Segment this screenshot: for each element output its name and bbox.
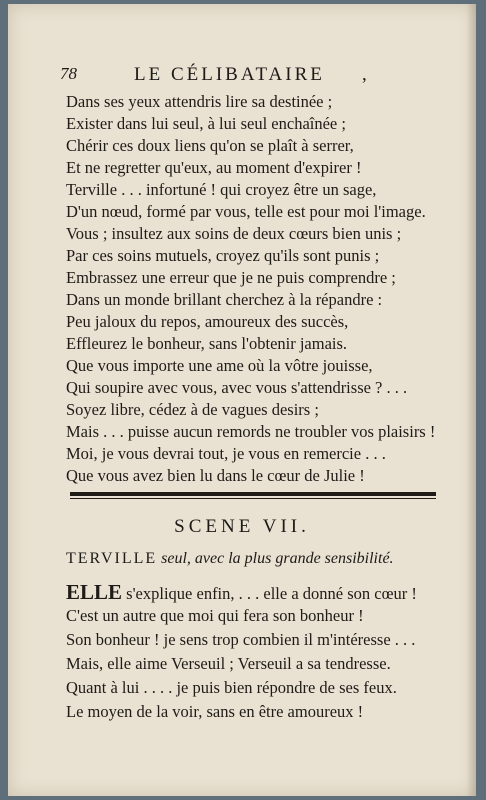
page-header (60, 64, 390, 88)
verse-line: Peu jaloux du repos, amoureux des succès, (66, 312, 349, 331)
verse-line: Et ne regretter qu'eux, au moment d'expirer ! (66, 158, 362, 177)
scene-line: Son bonheur ! je sens trop combien il m'intéresse . . . (66, 630, 416, 649)
verse-line: Dans ses yeux attendris lire sa destinée ; (66, 92, 333, 111)
scene-line: Le moyen de la voir, sans en être amoureux ! (66, 702, 364, 721)
verse-line: Terville . . . infortuné ! qui croyez être un sage, (66, 180, 377, 199)
page-number: 78 (60, 64, 77, 83)
direction-text: seul, avec la plus grande sensibilité. (157, 550, 394, 567)
verse-line: Embrassez une erreur que je ne puis comprendre ; (66, 268, 396, 287)
section-divider-thin (70, 498, 436, 499)
verse-line: Vous ; insultez aux soins de deux cœurs bien unis ; (66, 224, 402, 243)
speaker-name: TERVILLE (66, 550, 158, 567)
verse-line: Qui soupire avec vous, avec vous s'attendrisse ? . . . (66, 378, 408, 397)
verse-line: Exister dans lui seul, à lui seul enchaînée ; (66, 114, 346, 133)
section-divider-thick (70, 492, 436, 496)
verse-line: Que vous avez bien lu dans le cœur de Julie ! (66, 466, 365, 485)
scene-line: Quant à lui . . . . je puis bien répondre de ses feux. (66, 678, 397, 697)
verse-line: Moi, je vous devrai tout, je vous en remercie . . . (66, 444, 386, 463)
verse-line: D'un nœud, formé par vous, telle est pour moi l'image. (66, 202, 426, 221)
scene-line: C'est un autre que moi qui fera son bonheur ! (66, 606, 364, 625)
stage-direction (66, 550, 394, 568)
drop-initial: ELLE (66, 580, 123, 604)
scene-heading: SCENE VII. (174, 516, 310, 537)
verse-line: Dans un monde brillant cherchez à la répandre : (66, 290, 383, 309)
running-title: LE CÉLIBATAIRE (134, 64, 325, 85)
verse-line: Que vous importe une ame où la vôtre jouisse, (66, 356, 373, 375)
scene-line (66, 582, 417, 604)
running-title-comma: , (362, 64, 367, 85)
verse-line: Mais . . . puisse aucun remords ne troubler vos plaisirs ! (66, 422, 436, 441)
verse-line: Soyez libre, cédez à de vagues desirs ; (66, 400, 319, 419)
verse-line: Par ces soins mutuels, croyez qu'ils sont punis ; (66, 246, 380, 265)
scene-line: Mais, elle aime Verseuil ; Verseuil a sa tendresse. (66, 654, 391, 673)
book-page (8, 4, 476, 796)
page-edge-shadow (466, 4, 476, 796)
verse-line: Effleurez le bonheur, sans l'obtenir jamais. (66, 334, 348, 353)
verse-line: Chérir ces doux liens qu'on se plaît à serrer, (66, 136, 354, 155)
scene-line-text: s'explique enfin, . . . elle a donné son cœur ! (122, 584, 417, 603)
